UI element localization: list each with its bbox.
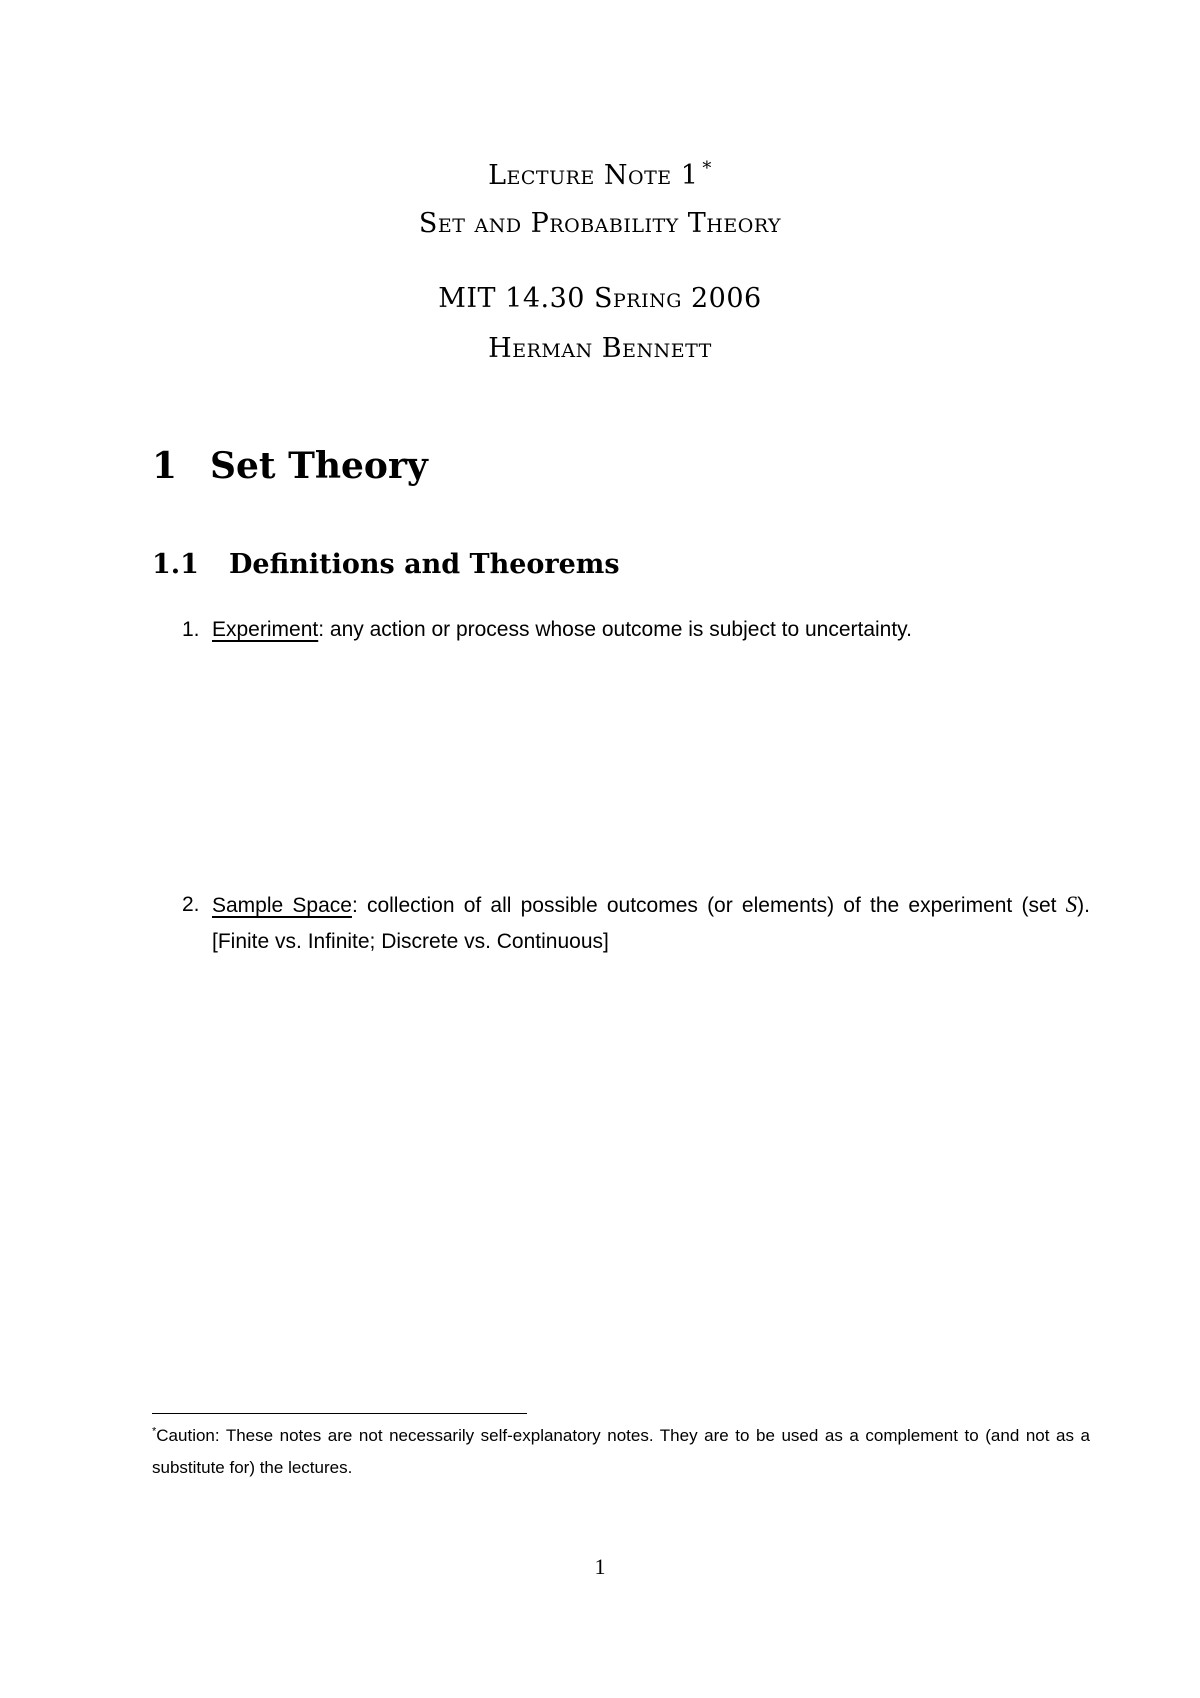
lecture-title bbox=[0, 160, 1200, 189]
definition-sample-space-part2: ). [Finite vs. Infinite; Discrete vs. Continuous] bbox=[212, 894, 1090, 953]
list-item-sample-space bbox=[212, 887, 1090, 960]
lecture-subtitle: Set and Probability Theory bbox=[418, 208, 782, 239]
term-sample-space: Sample Space bbox=[212, 894, 352, 917]
author-name: Herman Bennett bbox=[488, 333, 712, 364]
section-title: Set Theory bbox=[210, 445, 428, 487]
list-item-experiment bbox=[212, 612, 1090, 648]
list-item-number: 1. bbox=[182, 618, 200, 641]
section-heading bbox=[152, 445, 428, 487]
title-footnote-marker: * bbox=[702, 158, 712, 179]
footnote-rule bbox=[152, 1413, 527, 1414]
page-number: 1 bbox=[594, 1554, 606, 1579]
subsection-title: Definitions and Theorems bbox=[229, 549, 620, 580]
term-experiment: Experiment bbox=[212, 618, 319, 641]
footnote-marker: * bbox=[152, 1425, 157, 1438]
footnote-text: Caution: These notes are not necessarily self-explanatory notes. They are to be used as a complement to (and not as a substitute for) the lectures. bbox=[152, 1426, 1090, 1477]
definition-experiment: : any action or process whose outcome is subject to uncertainty. bbox=[318, 618, 912, 641]
definition-sample-space-part1: : collection of all possible outcomes (or elements) of the experiment (set bbox=[351, 894, 1066, 917]
subsection-heading bbox=[152, 551, 620, 578]
course-line: MIT 14.30 Spring 2006 bbox=[438, 283, 762, 314]
footnote bbox=[152, 1420, 1090, 1484]
section-number: 1 bbox=[152, 445, 178, 487]
subsection-number: 1.1 bbox=[152, 549, 199, 580]
set-symbol: S bbox=[1065, 892, 1078, 917]
lecture-title-text: Lecture Note 1 bbox=[488, 160, 699, 191]
list-item-number: 2. bbox=[182, 893, 200, 916]
